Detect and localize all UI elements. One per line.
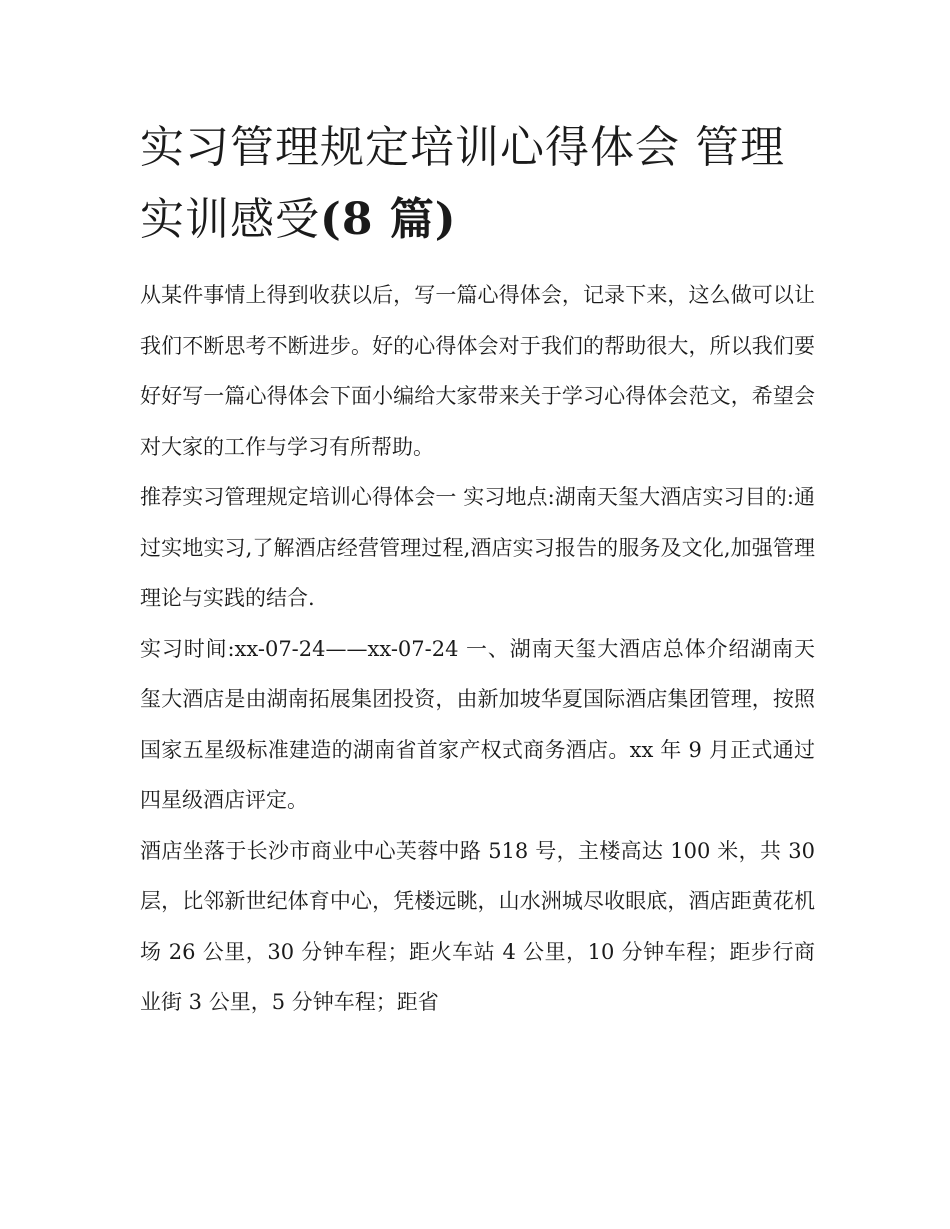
title-count: (8 篇) bbox=[320, 194, 457, 245]
document-title bbox=[140, 112, 815, 256]
paragraph-intro: 从某件事情上得到收获以后，写一篇心得体会，记录下来，这么做可以让我们不断思考不断进步。好的心得体会对于我们的帮助很大，所以我们要好好写一篇心得体会下面小编给大家带来关于学习心得体会范文，希望会对大家的工作与学习有所帮助。 bbox=[140, 283, 815, 459]
title-text: 实习管理规定培训心得体会 管理实训感受 bbox=[140, 122, 785, 245]
paragraph-recommend: 推荐实习管理规定培训心得体会一 实习地点:湖南天玺大酒店实习目的:通过实地实习,了解酒店经营管理过程,酒店实习报告的服务及文化,加强管理理论与实践的结合. bbox=[140, 485, 815, 610]
paragraph-location: 酒店坐落于长沙市商业中心芙蓉中路 518 号，主楼高达 100 米，共 30 层，比邻新世纪体育中心，凭楼远眺，山水洲城尽收眼底，酒店距黄花机场 26 公里，30 分钟车程；距火车站 4 公里，10 分钟车程；距步行商业街 3 公里，5 分钟车程；距省 bbox=[140, 838, 815, 1014]
document-content bbox=[140, 112, 815, 1028]
paragraph-time: 实习时间:xx-07-24——xx-07-24 一、湖南天玺大酒店总体介绍湖南天玺大酒店是由湖南拓展集团投资，由新加坡华夏国际酒店集团管理，按照国家五星级标准建造的湖南省首家产权式商务酒店。xx 年 9 月正式通过四星级酒店评定。 bbox=[140, 636, 815, 812]
